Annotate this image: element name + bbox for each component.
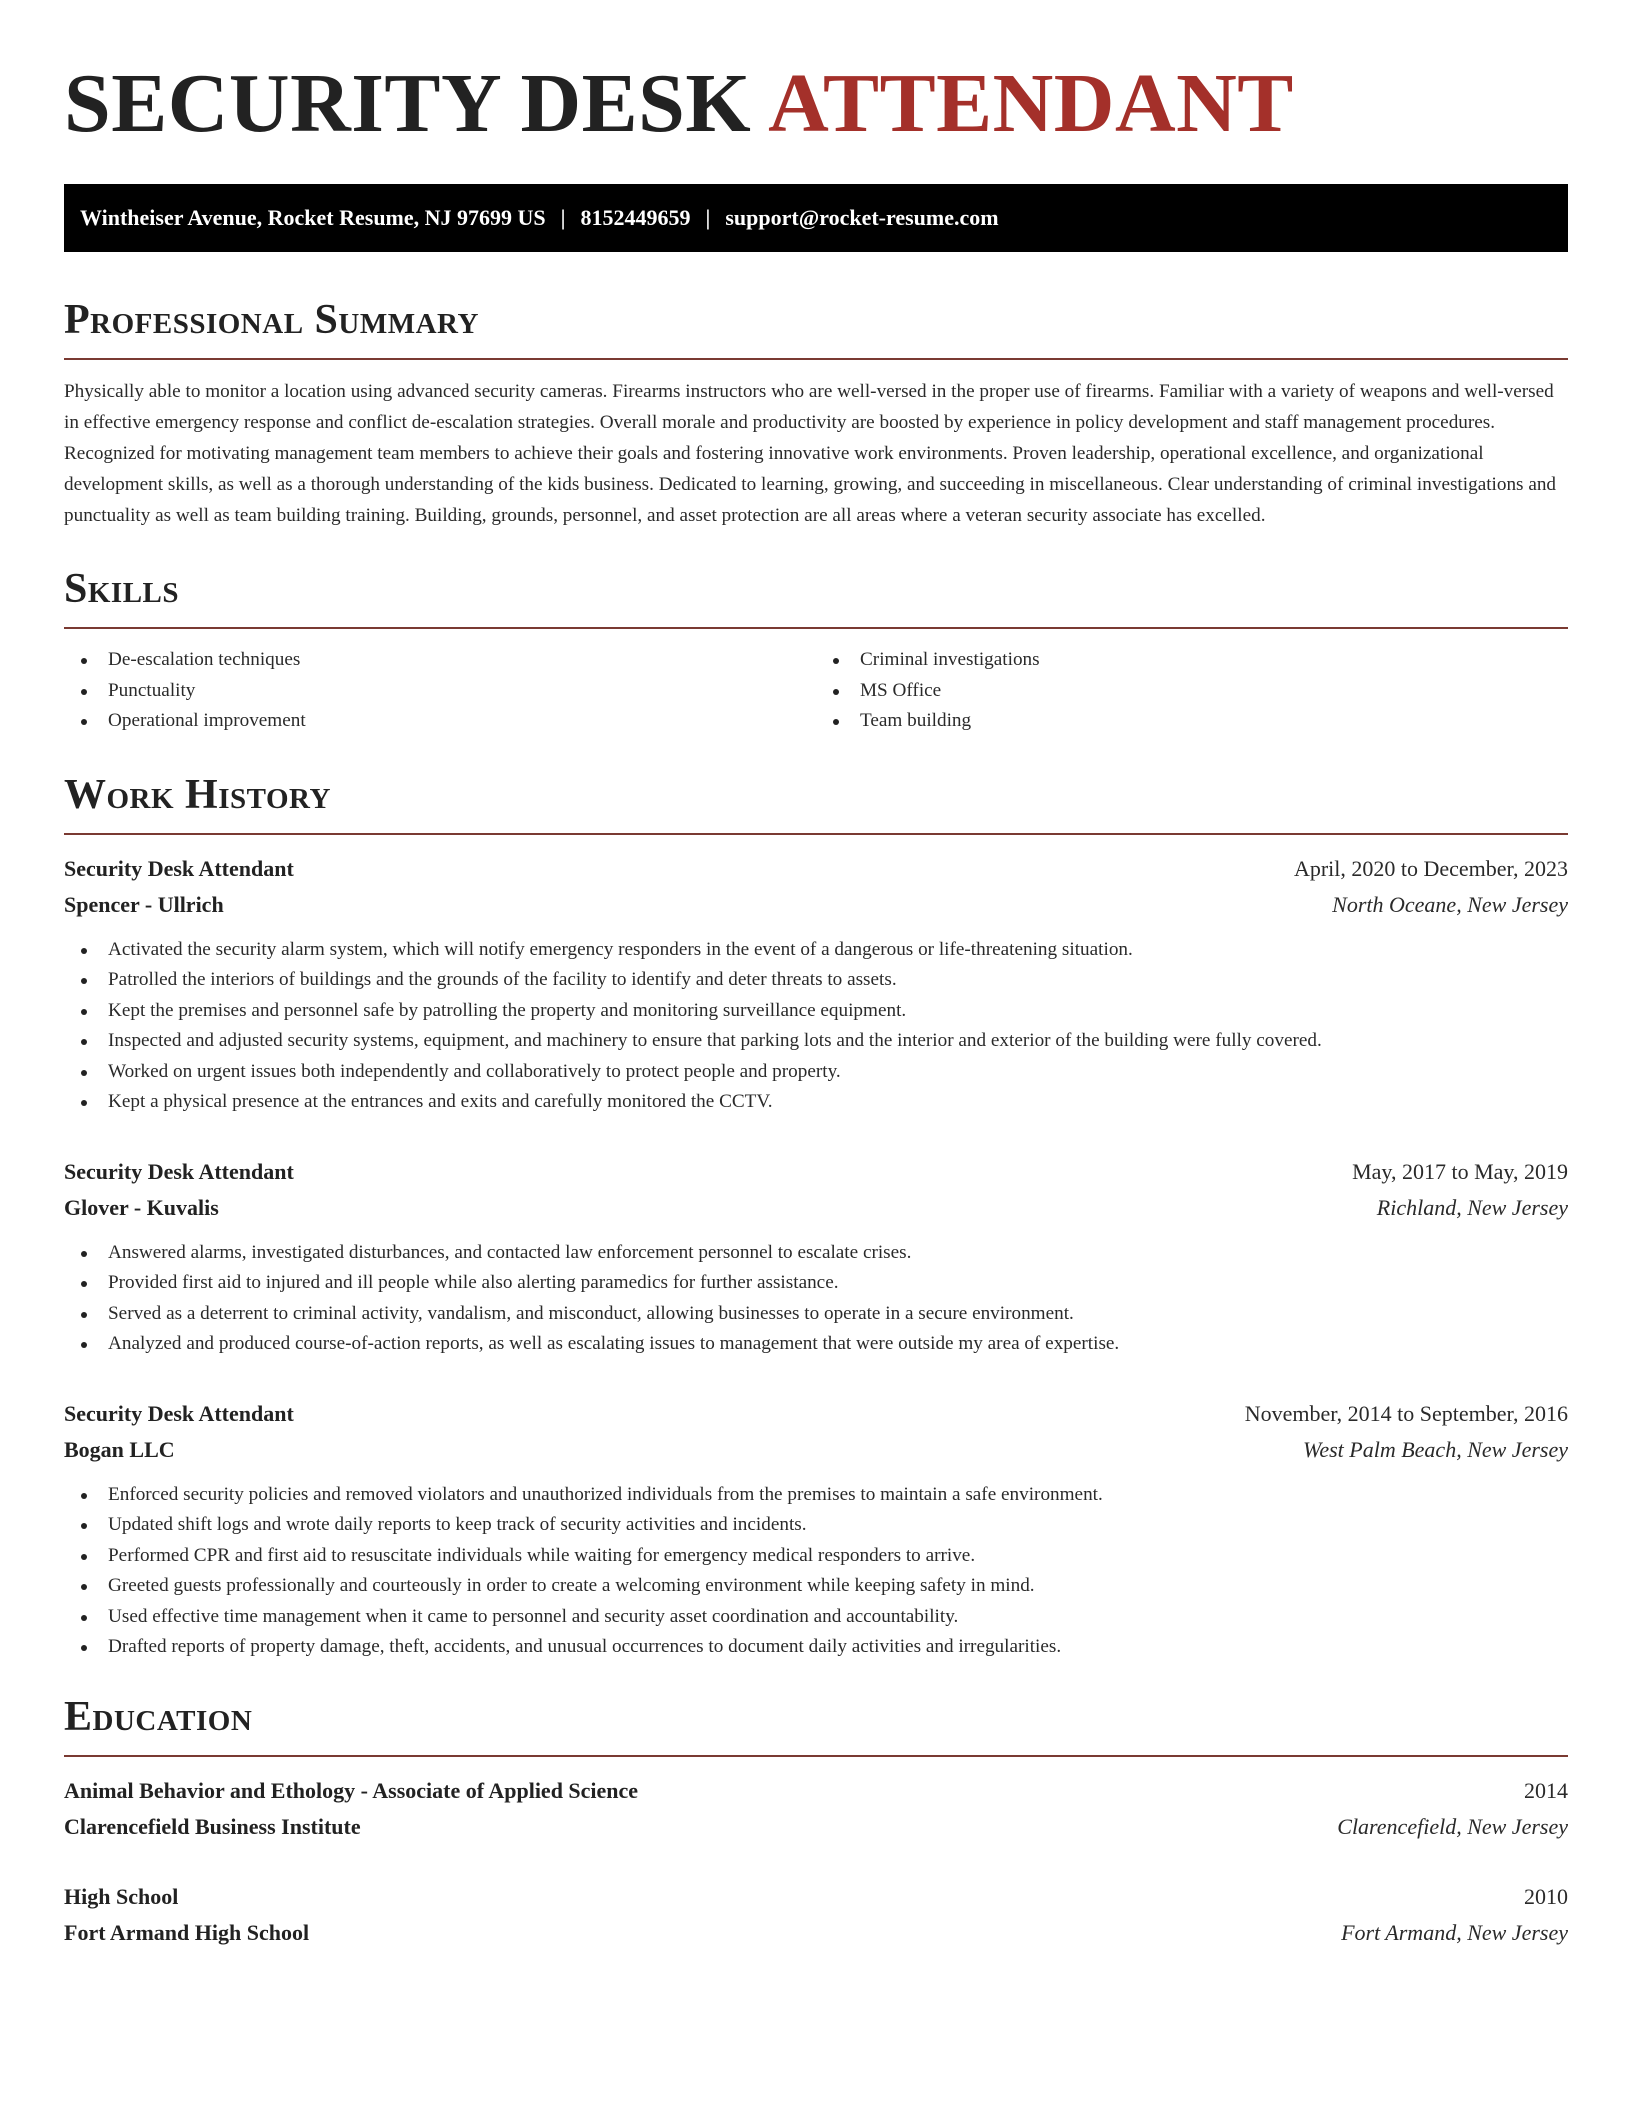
job-location: Richland, New Jersey: [1376, 1194, 1568, 1220]
education-degree-row: [64, 1773, 1568, 1809]
education-location: Clarencefield, New Jersey: [1337, 1813, 1568, 1839]
job-location: North Oceane, New Jersey: [1332, 891, 1568, 917]
education-year: 2010: [1524, 1883, 1568, 1909]
job-company: Spencer - Ullrich: [64, 891, 224, 917]
contact-address: Wintheiser Avenue, Rocket Resume, NJ 97699 US: [80, 205, 546, 230]
job-bullet: Inspected and adjusted security systems, equipment, and machinery to ensure that parking lots and the interior and exterior of the building were fully covered.: [64, 1026, 1568, 1057]
skill-item: Punctuality: [64, 676, 816, 707]
job-company: Bogan LLC: [64, 1436, 175, 1462]
name-first: SECURITY DESK: [64, 57, 752, 150]
job-bullet: Used effective time management when it came to personnel and security asset coordination and accountability.: [64, 1602, 1568, 1633]
section-divider: [64, 358, 1568, 360]
job-bullet: Served as a deterrent to criminal activity, vandalism, and misconduct, allowing businesses to operate in a secure environment.: [64, 1299, 1568, 1330]
job-header-row: [64, 1154, 1568, 1190]
job-bullet: Provided first aid to injured and ill people while also alerting paramedics for further assistance.: [64, 1268, 1568, 1299]
job-bullets: [64, 935, 1568, 1118]
job-bullet: Activated the security alarm system, which will notify emergency responders in the event of a dangerous or life-threatening situation.: [64, 935, 1568, 966]
education-school-row: [64, 1809, 1568, 1845]
skills-section: [64, 565, 1568, 737]
education-entry: [64, 1773, 1568, 1845]
job-company: Glover - Kuvalis: [64, 1194, 219, 1220]
section-divider: [64, 627, 1568, 629]
contact-bar: [64, 184, 1568, 252]
job-bullets: [64, 1480, 1568, 1663]
education-school: Clarencefield Business Institute: [64, 1813, 361, 1839]
name-last: ATTENDANT: [768, 57, 1294, 150]
contact-separator: |: [560, 205, 566, 230]
job-bullet: Analyzed and produced course-of-action reports, as well as escalating issues to management that were outside my area of expertise.: [64, 1329, 1568, 1360]
job-bullet: Updated shift logs and wrote daily reports to keep track of security activities and incidents.: [64, 1510, 1568, 1541]
education-section: [64, 1693, 1568, 1951]
summary-text: Physically able to monitor a location using advanced security cameras. Firearms instructors who are well-versed in the proper use of firearms. Familiar with a variety of weapons and well-versed in effective emergency response and conflict de-escalation strategies. Overall morale and productivity are boosted by experience in policy development and staff management procedures. Recognized for motivating management team members to achieve their goals and fostering innovative work environments. Proven leadership, operational excellence, and organizational development skills, as well as a thorough understanding of the kids business. Dedicated to learning, growing, and succeeding in miscellaneous. Clear understanding of criminal investigations and punctuality as well as team building training. Building, grounds, personnel, and asset protection are all areas where a veteran security associate has excelled.: [64, 381, 1557, 526]
job-bullet: Patrolled the interiors of buildings and the grounds of the facility to identify and deter threats to assets.: [64, 965, 1568, 996]
education-school-row: [64, 1915, 1568, 1951]
job-position: Security Desk Attendant: [64, 855, 294, 881]
contact-email: support@rocket-resume.com: [725, 205, 999, 230]
job-header-row: [64, 851, 1568, 887]
summary-section: [64, 296, 1568, 531]
education-entry: [64, 1879, 1568, 1951]
education-location: Fort Armand, New Jersey: [1341, 1919, 1568, 1945]
job-bullet: Performed CPR and first aid to resuscitate individuals while waiting for emergency medical responders to arrive.: [64, 1541, 1568, 1572]
skill-item: De-escalation techniques: [64, 645, 816, 676]
education-degree: Animal Behavior and Ethology - Associate of Applied Science: [64, 1777, 639, 1803]
job-bullet: Kept the premises and personnel safe by patrolling the property and monitoring surveillance equipment.: [64, 996, 1568, 1027]
job-bullet: Greeted guests professionally and courteously in order to create a welcoming environment while keeping safety in mind.: [64, 1571, 1568, 1602]
skills-list-right: [816, 645, 1568, 737]
section-divider: [64, 833, 1568, 835]
job-company-row: [64, 1432, 1568, 1468]
job-dates: November, 2014 to September, 2016: [1244, 1400, 1568, 1426]
job-bullet: Drafted reports of property damage, theft, accidents, and unusual occurrences to document daily activities and irregularities.: [64, 1632, 1568, 1663]
job-dates: May, 2017 to May, 2019: [1352, 1158, 1568, 1184]
education-heading: Education: [64, 1693, 253, 1740]
page-title: [64, 58, 1568, 150]
job-bullet: Worked on urgent issues both independently and collaboratively to protect people and property.: [64, 1057, 1568, 1088]
job-bullet: Answered alarms, investigated disturbances, and contacted law enforcement personnel to escalate crises.: [64, 1238, 1568, 1269]
work-section: [64, 771, 1568, 1663]
summary-heading: Professional Summary: [64, 297, 479, 343]
job-entry: [64, 1396, 1568, 1663]
job-company-row: [64, 887, 1568, 923]
skill-item: Team building: [816, 706, 1568, 737]
skill-item: MS Office: [816, 676, 1568, 707]
job-bullet: Kept a physical presence at the entrances and exits and carefully monitored the CCTV.: [64, 1087, 1568, 1118]
education-year: 2014: [1524, 1777, 1568, 1803]
job-position: Security Desk Attendant: [64, 1400, 294, 1426]
job-dates: April, 2020 to December, 2023: [1293, 855, 1568, 881]
job-header-row: [64, 1396, 1568, 1432]
education-degree-row: [64, 1879, 1568, 1915]
job-entry: [64, 1154, 1568, 1360]
job-bullet: Enforced security policies and removed violators and unauthorized individuals from the premises to maintain a safe environment.: [64, 1480, 1568, 1511]
skill-item: Operational improvement: [64, 706, 816, 737]
section-divider: [64, 1755, 1568, 1757]
skills-heading: Skills: [64, 566, 180, 612]
job-location: West Palm Beach, New Jersey: [1303, 1436, 1568, 1462]
job-position: Security Desk Attendant: [64, 1158, 294, 1184]
education-school: Fort Armand High School: [64, 1919, 310, 1945]
job-company-row: [64, 1190, 1568, 1226]
contact-phone: 8152449659: [580, 205, 691, 230]
contact-separator: |: [705, 205, 711, 230]
job-entry: [64, 851, 1568, 1118]
skill-item: Criminal investigations: [816, 645, 1568, 676]
job-bullets: [64, 1238, 1568, 1360]
education-degree: High School: [64, 1883, 179, 1909]
work-heading: Work History: [64, 771, 331, 818]
skills-list-left: [64, 645, 816, 737]
skills-grid: [64, 645, 1568, 737]
